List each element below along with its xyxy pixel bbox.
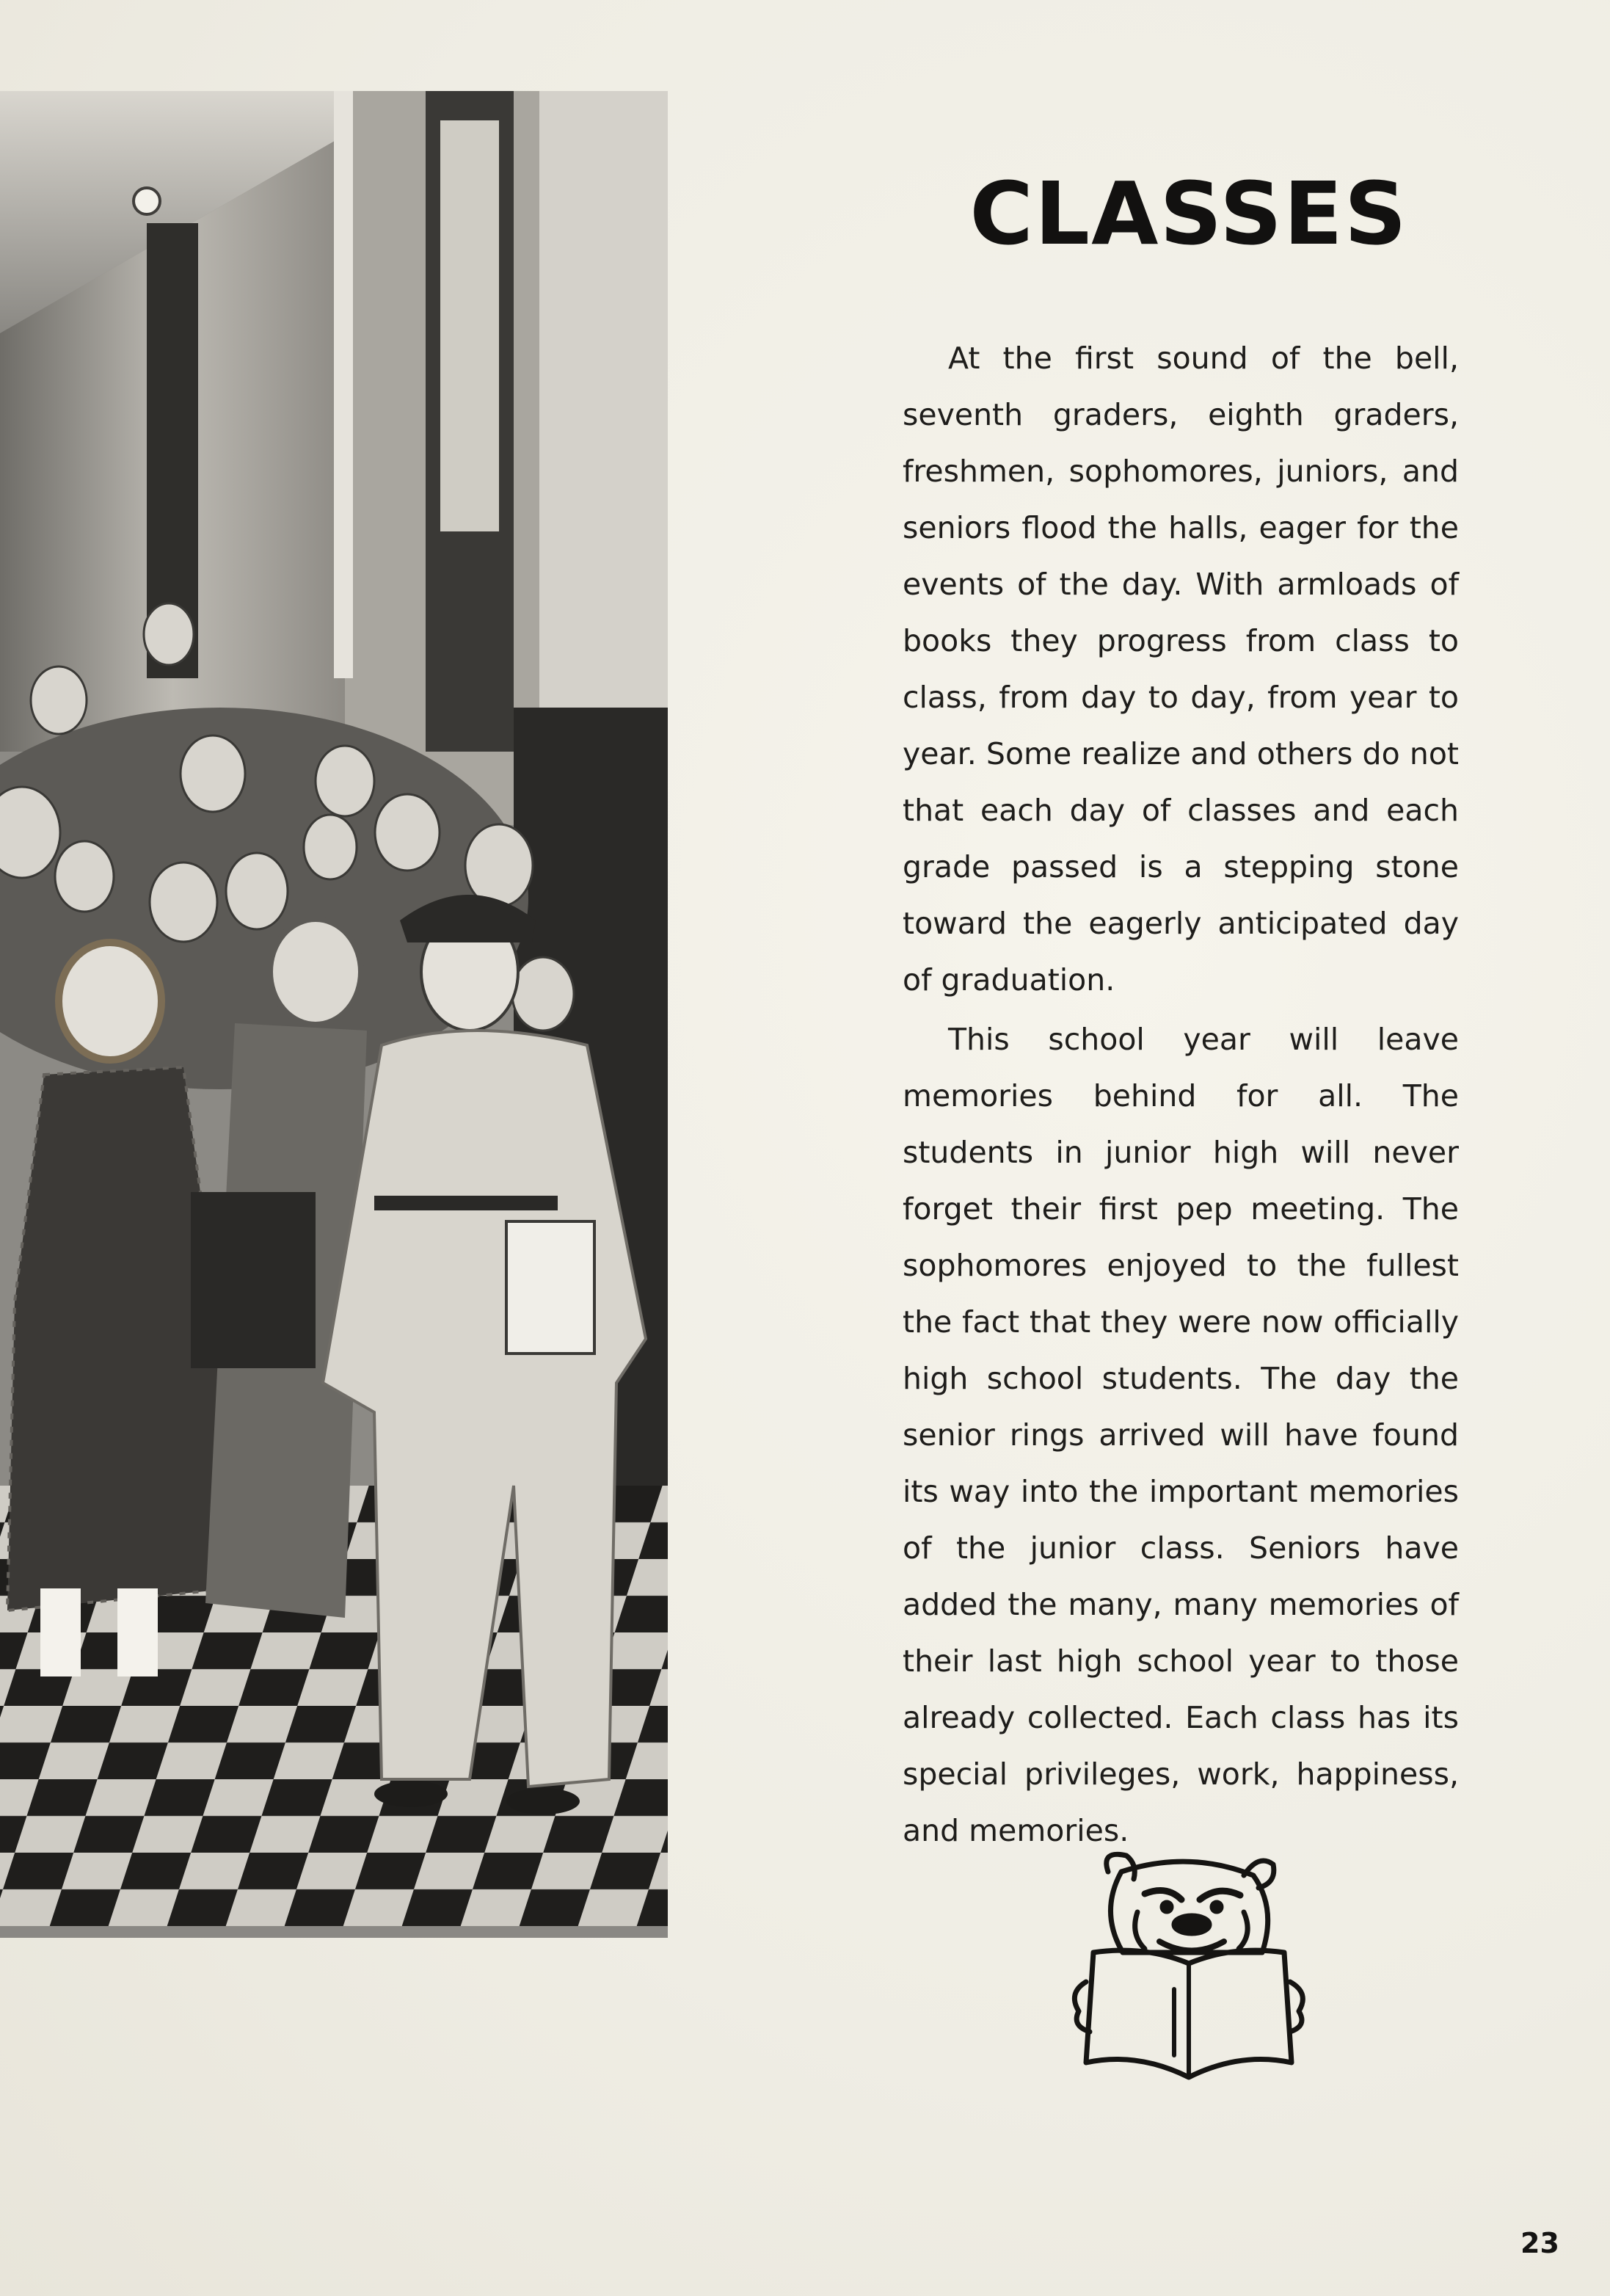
paragraph-1: At the first sound of the bell, seventh graders, eighth graders, freshmen, sophomores, juniors, and seniors flood the halls, eager for the events of the day. With armloads of books they progress from class to class, from day to day, from year to year. Some realize and others do not that each day of classes and each grade passed is a stepping stone toward the eagerly anticipated day of graduation. <box>903 341 1459 998</box>
article-body <box>903 330 1459 1859</box>
page-number: 23 <box>1520 2227 1559 2259</box>
bulldog-reading-icon <box>1057 1842 1321 2092</box>
page-title: CLASSES <box>969 163 1408 264</box>
hallway-students-photo <box>0 91 668 1938</box>
paragraph-2: This school year will leave memories behind for all. The students in junior high will never forget their first pep meeting. The sophomores enjoyed to the fullest the fact that they were now officially high school students. The day the senior rings arrived will have found its way into the important memories of the junior class. Seniors have added the many, many memories of their last high school year to those already collected. Each class has its special privileges, work, happiness, and memories. <box>903 1022 1459 1848</box>
